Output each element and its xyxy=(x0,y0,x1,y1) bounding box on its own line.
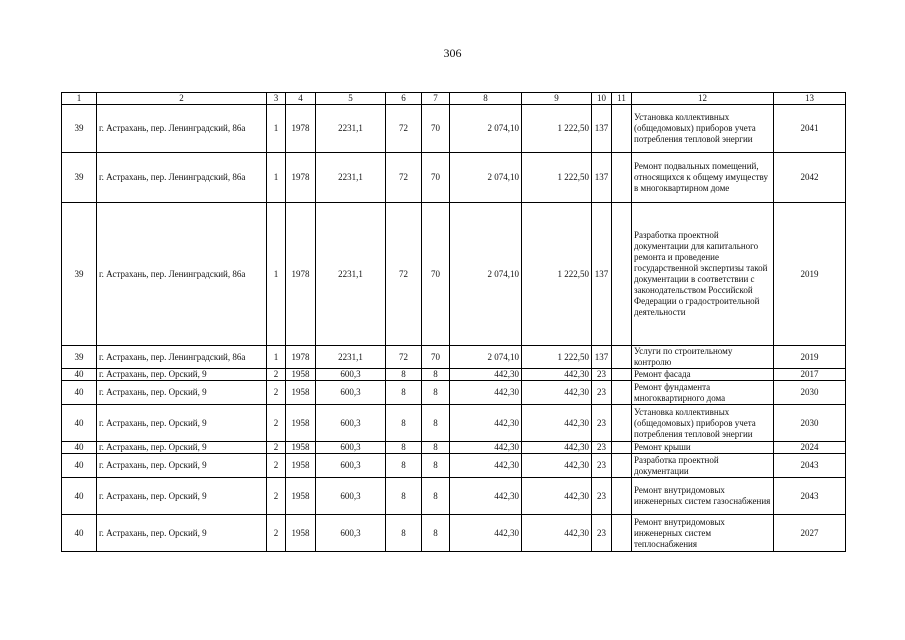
cell-column-11 xyxy=(612,369,632,381)
cell-year-built: 1958 xyxy=(286,405,316,442)
cell-column-10: 137 xyxy=(592,153,612,203)
cell-column-9: 442,30 xyxy=(522,369,592,381)
cell-row-number: 39 xyxy=(62,203,97,346)
cell-column-10: 23 xyxy=(592,515,612,552)
page-number: 306 xyxy=(443,46,462,60)
cell-row-number: 40 xyxy=(62,369,97,381)
cell-row-number: 40 xyxy=(62,405,97,442)
cell-column-8: 442,30 xyxy=(450,478,522,515)
header-cell: 10 xyxy=(592,93,612,105)
cell-column-3: 2 xyxy=(267,454,286,478)
cell-column-7: 70 xyxy=(422,346,450,369)
cell-column-11 xyxy=(612,153,632,203)
cell-row-number: 40 xyxy=(62,454,97,478)
header-cell: 13 xyxy=(774,93,846,105)
cell-column-7: 8 xyxy=(422,442,450,454)
cell-column-7: 70 xyxy=(422,203,450,346)
cell-total-area: 2231,1 xyxy=(316,105,386,153)
cell-work-type: Ремонт крыши xyxy=(632,442,774,454)
header-cell: 7 xyxy=(422,93,450,105)
cell-total-area: 600,3 xyxy=(316,381,386,405)
cell-work-type: Ремонт внутридомовых инженерных систем теплоснабжения xyxy=(632,515,774,552)
cell-planned-year: 2043 xyxy=(774,478,846,515)
cell-planned-year: 2019 xyxy=(774,203,846,346)
cell-column-10: 23 xyxy=(592,369,612,381)
cell-column-8: 2 074,10 xyxy=(450,346,522,369)
cell-column-9: 442,30 xyxy=(522,454,592,478)
cell-column-6: 72 xyxy=(386,105,422,153)
cell-address: г. Астрахань, пер. Ленинградский, 86а xyxy=(97,203,267,346)
cell-year-built: 1958 xyxy=(286,515,316,552)
cell-column-3: 1 xyxy=(267,153,286,203)
cell-column-6: 8 xyxy=(386,442,422,454)
header-cell: 9 xyxy=(522,93,592,105)
cell-column-3: 2 xyxy=(267,478,286,515)
cell-column-11 xyxy=(612,478,632,515)
cell-column-6: 8 xyxy=(386,478,422,515)
cell-planned-year: 2024 xyxy=(774,442,846,454)
cell-column-7: 70 xyxy=(422,105,450,153)
cell-year-built: 1978 xyxy=(286,105,316,153)
cell-column-11 xyxy=(612,442,632,454)
cell-column-3: 1 xyxy=(267,346,286,369)
cell-address: г. Астрахань, пер. Орский, 9 xyxy=(97,515,267,552)
cell-column-6: 72 xyxy=(386,203,422,346)
header-cell: 4 xyxy=(286,93,316,105)
cell-column-11 xyxy=(612,381,632,405)
cell-year-built: 1978 xyxy=(286,346,316,369)
cell-column-10: 137 xyxy=(592,105,612,153)
cell-column-8: 2 074,10 xyxy=(450,105,522,153)
cell-planned-year: 2019 xyxy=(774,346,846,369)
building-register-table xyxy=(61,92,846,552)
cell-row-number: 40 xyxy=(62,515,97,552)
cell-address: г. Астрахань, пер. Ленинградский, 86а xyxy=(97,346,267,369)
cell-column-8: 442,30 xyxy=(450,442,522,454)
cell-column-7: 70 xyxy=(422,153,450,203)
cell-column-9: 1 222,50 xyxy=(522,203,592,346)
cell-column-11 xyxy=(612,203,632,346)
table-row xyxy=(62,369,846,381)
cell-year-built: 1958 xyxy=(286,369,316,381)
cell-column-3: 2 xyxy=(267,442,286,454)
cell-column-3: 2 xyxy=(267,381,286,405)
cell-address: г. Астрахань, пер. Ленинградский, 86а xyxy=(97,105,267,153)
cell-column-11 xyxy=(612,454,632,478)
cell-column-10: 137 xyxy=(592,203,612,346)
cell-column-7: 8 xyxy=(422,369,450,381)
header-cell: 2 xyxy=(97,93,267,105)
cell-address: г. Астрахань, пер. Орский, 9 xyxy=(97,405,267,442)
cell-work-type: Установка коллективных (общедомовых) приборов учета потребления тепловой энергии xyxy=(632,105,774,153)
cell-year-built: 1978 xyxy=(286,153,316,203)
cell-address: г. Астрахань, пер. Орский, 9 xyxy=(97,442,267,454)
cell-total-area: 2231,1 xyxy=(316,346,386,369)
cell-work-type: Разработка проектной документации для капитального ремонта и проведение государственной экспертизы такой документации в соответствии с законодательством Российской Федерации о градостроительной деятельности xyxy=(632,203,774,346)
cell-year-built: 1958 xyxy=(286,381,316,405)
cell-planned-year: 2041 xyxy=(774,105,846,153)
header-cell: 11 xyxy=(612,93,632,105)
cell-column-10: 23 xyxy=(592,405,612,442)
cell-column-3: 2 xyxy=(267,515,286,552)
table-row xyxy=(62,478,846,515)
cell-column-7: 8 xyxy=(422,454,450,478)
cell-work-type: Ремонт подвальных помещений, относящихся к общему имуществу в многоквартирном доме xyxy=(632,153,774,203)
cell-planned-year: 2030 xyxy=(774,381,846,405)
cell-column-9: 442,30 xyxy=(522,442,592,454)
cell-row-number: 39 xyxy=(62,346,97,369)
table-row xyxy=(62,515,846,552)
header-cell: 6 xyxy=(386,93,422,105)
cell-year-built: 1958 xyxy=(286,442,316,454)
table-row xyxy=(62,405,846,442)
cell-total-area: 600,3 xyxy=(316,478,386,515)
cell-column-9: 442,30 xyxy=(522,381,592,405)
cell-planned-year: 2027 xyxy=(774,515,846,552)
cell-column-9: 1 222,50 xyxy=(522,346,592,369)
cell-address: г. Астрахань, пер. Ленинградский, 86а xyxy=(97,153,267,203)
cell-column-6: 8 xyxy=(386,369,422,381)
cell-address: г. Астрахань, пер. Орский, 9 xyxy=(97,454,267,478)
cell-column-8: 2 074,10 xyxy=(450,203,522,346)
cell-column-8: 442,30 xyxy=(450,454,522,478)
cell-work-type: Ремонт фундамента многоквартирного дома xyxy=(632,381,774,405)
cell-column-3: 2 xyxy=(267,369,286,381)
cell-column-11 xyxy=(612,105,632,153)
cell-year-built: 1958 xyxy=(286,454,316,478)
cell-work-type: Услуги по строительному контролю xyxy=(632,346,774,369)
cell-column-3: 2 xyxy=(267,405,286,442)
cell-planned-year: 2017 xyxy=(774,369,846,381)
table-row xyxy=(62,203,846,346)
table-row xyxy=(62,105,846,153)
cell-column-6: 72 xyxy=(386,346,422,369)
cell-column-11 xyxy=(612,346,632,369)
cell-column-10: 23 xyxy=(592,442,612,454)
cell-planned-year: 2042 xyxy=(774,153,846,203)
cell-column-9: 1 222,50 xyxy=(522,153,592,203)
cell-column-3: 1 xyxy=(267,203,286,346)
cell-work-type: Установка коллективных (общедомовых) приборов учета потребления тепловой энергии xyxy=(632,405,774,442)
cell-work-type: Разработка проектной документации xyxy=(632,454,774,478)
header-cell: 8 xyxy=(450,93,522,105)
cell-column-11 xyxy=(612,405,632,442)
cell-total-area: 2231,1 xyxy=(316,203,386,346)
cell-column-8: 442,30 xyxy=(450,369,522,381)
cell-column-8: 442,30 xyxy=(450,381,522,405)
cell-address: г. Астрахань, пер. Орский, 9 xyxy=(97,478,267,515)
cell-column-6: 72 xyxy=(386,153,422,203)
cell-column-6: 8 xyxy=(386,381,422,405)
cell-column-10: 23 xyxy=(592,381,612,405)
cell-row-number: 40 xyxy=(62,381,97,405)
cell-column-6: 8 xyxy=(386,515,422,552)
cell-planned-year: 2043 xyxy=(774,454,846,478)
cell-column-7: 8 xyxy=(422,381,450,405)
table-row xyxy=(62,381,846,405)
table-row xyxy=(62,153,846,203)
cell-column-10: 137 xyxy=(592,346,612,369)
header-cell: 12 xyxy=(632,93,774,105)
table-row xyxy=(62,454,846,478)
register-body xyxy=(62,93,846,552)
table-row xyxy=(62,442,846,454)
cell-column-9: 1 222,50 xyxy=(522,105,592,153)
cell-total-area: 600,3 xyxy=(316,369,386,381)
cell-row-number: 39 xyxy=(62,153,97,203)
cell-planned-year: 2030 xyxy=(774,405,846,442)
cell-address: г. Астрахань, пер. Орский, 9 xyxy=(97,369,267,381)
cell-total-area: 600,3 xyxy=(316,515,386,552)
cell-column-6: 8 xyxy=(386,454,422,478)
table-row xyxy=(62,346,846,369)
cell-column-7: 8 xyxy=(422,515,450,552)
cell-year-built: 1978 xyxy=(286,203,316,346)
cell-column-8: 442,30 xyxy=(450,515,522,552)
cell-year-built: 1958 xyxy=(286,478,316,515)
cell-address: г. Астрахань, пер. Орский, 9 xyxy=(97,381,267,405)
cell-column-9: 442,30 xyxy=(522,405,592,442)
cell-column-10: 23 xyxy=(592,478,612,515)
cell-column-3: 1 xyxy=(267,105,286,153)
cell-column-10: 23 xyxy=(592,454,612,478)
cell-column-9: 442,30 xyxy=(522,478,592,515)
cell-total-area: 2231,1 xyxy=(316,153,386,203)
cell-work-type: Ремонт внутридомовых инженерных систем газоснабжения xyxy=(632,478,774,515)
cell-column-7: 8 xyxy=(422,478,450,515)
header-cell: 1 xyxy=(62,93,97,105)
cell-column-9: 442,30 xyxy=(522,515,592,552)
cell-work-type: Ремонт фасада xyxy=(632,369,774,381)
header-cell: 5 xyxy=(316,93,386,105)
cell-total-area: 600,3 xyxy=(316,454,386,478)
cell-column-8: 442,30 xyxy=(450,405,522,442)
header-cell: 3 xyxy=(267,93,286,105)
cell-total-area: 600,3 xyxy=(316,405,386,442)
cell-row-number: 40 xyxy=(62,478,97,515)
cell-row-number: 40 xyxy=(62,442,97,454)
cell-column-7: 8 xyxy=(422,405,450,442)
cell-column-6: 8 xyxy=(386,405,422,442)
cell-total-area: 600,3 xyxy=(316,442,386,454)
cell-row-number: 39 xyxy=(62,105,97,153)
cell-column-8: 2 074,10 xyxy=(450,153,522,203)
cell-column-11 xyxy=(612,515,632,552)
header-row xyxy=(62,93,846,105)
